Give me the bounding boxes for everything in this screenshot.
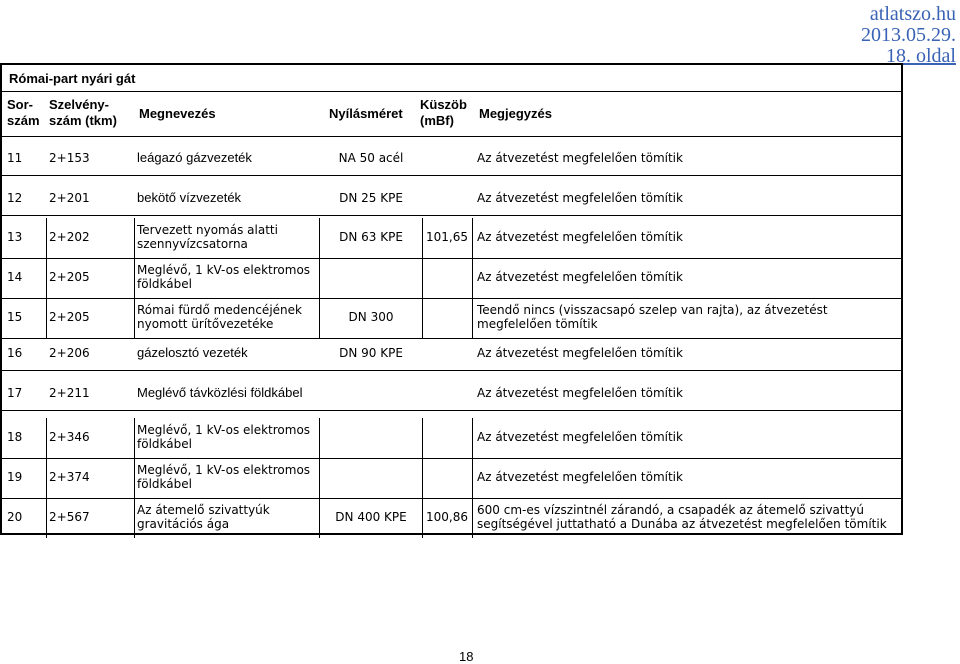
header-kuszob: Küszöb (mBf) [420, 97, 467, 128]
row-megjegyzes: Az átvezetést megfelelően tömítik [477, 386, 683, 400]
row-megnevezes: Meglévő távközlési földkábel [137, 385, 303, 400]
row-number: 13 [7, 230, 23, 244]
row-szelveny: 2+205 [49, 310, 90, 324]
row-divider [2, 410, 901, 411]
row-szelveny: 2+202 [49, 230, 90, 244]
row-nyilasmeret: DN 25 KPE [339, 191, 403, 205]
row-megnevezes: Római fürdő medencéjének nyomott ürítővezetéke [137, 303, 302, 331]
row-szelveny: 2+567 [49, 510, 90, 524]
row-megjegyzes: 600 cm-es vízszintnél zárandó, a csapadék az átemelő szivattyú segítségével juttatható a Dunába az átvezetést megfelelően tömítik [477, 503, 887, 531]
row-divider [2, 258, 901, 259]
row-number: 16 [7, 346, 23, 360]
row-megnevezes: Meglévő, 1 kV-os elektromos földkábel [137, 263, 311, 291]
row-nyilasmeret: DN 400 KPE [335, 510, 407, 524]
row-megjegyzes: Az átvezetést megfelelően tömítik [477, 270, 683, 284]
watermark [861, 4, 956, 67]
row-megnevezes: Meglévő, 1 kV-os elektromos földkábel [137, 463, 311, 491]
row-nyilasmeret: DN 90 KPE [339, 346, 403, 360]
column-rule [134, 218, 135, 338]
row-szelveny: 2+201 [49, 191, 90, 205]
row-number: 19 [7, 470, 23, 484]
column-rule [46, 418, 47, 538]
column-rule [319, 218, 320, 338]
row-megjegyzes: Teendő nincs (visszacsapó szelep van rajta), az átvezetést megfelelően tömítik [477, 303, 828, 331]
row-divider [2, 298, 901, 299]
row-megnevezes: bekötő vízvezeték [137, 190, 242, 205]
row-divider [2, 215, 901, 216]
row-number: 11 [7, 151, 23, 165]
row-divider [2, 498, 901, 499]
row-nyilasmeret: NA 50 acél [338, 151, 404, 165]
row-kuszob: 101,65 [426, 230, 468, 244]
row-szelveny: 2+206 [49, 346, 90, 360]
watermark-site: atlatszo.hu [869, 3, 956, 25]
row-number: 17 [7, 386, 23, 400]
page-number: 18 [459, 649, 474, 664]
row-number: 15 [7, 310, 23, 324]
header-megnevezes: Megnevezés [139, 106, 216, 121]
row-megnevezes: gázelosztó vezeték [137, 345, 248, 360]
column-rule [319, 418, 320, 538]
row-szelveny: 2+346 [49, 430, 90, 444]
table-title: Római-part nyári gát [9, 71, 136, 86]
row-szelveny: 2+211 [49, 386, 90, 400]
row-number: 20 [7, 510, 23, 524]
header-sorszam: Sor- szám [7, 97, 40, 128]
title-divider [2, 91, 901, 92]
row-divider [2, 458, 901, 459]
row-megjegyzes: Az átvezetést megfelelően tömítik [477, 346, 683, 360]
column-rule [422, 418, 423, 538]
row-divider [2, 338, 901, 339]
column-rule [134, 418, 135, 538]
row-divider [2, 175, 901, 176]
row-nyilasmeret: DN 63 KPE [339, 230, 403, 244]
row-megnevezes: Az átemelő szivattyúk gravitációs ága [137, 503, 270, 531]
row-megnevezes: Meglévő, 1 kV-os elektromos földkábel [137, 423, 311, 451]
row-megjegyzes: Az átvezetést megfelelően tömítik [477, 470, 683, 484]
watermark-date: 2013.05.29. [861, 24, 956, 46]
header-nyilasmeret: Nyílásméret [329, 106, 403, 121]
row-megjegyzes: Az átvezetést megfelelően tömítik [477, 191, 683, 205]
row-kuszob: 100,86 [426, 510, 468, 524]
row-number: 12 [7, 191, 23, 205]
row-szelveny: 2+374 [49, 470, 90, 484]
row-szelveny: 2+205 [49, 270, 90, 284]
row-nyilasmeret: DN 300 [348, 310, 394, 324]
column-rule [472, 218, 473, 338]
watermark-page-link[interactable]: 18. oldal [886, 45, 956, 67]
header-szelvenyszam: Szelvény- szám (tkm) [49, 97, 117, 128]
column-rule [422, 218, 423, 338]
row-number: 18 [7, 430, 23, 444]
column-rule [46, 218, 47, 338]
row-megjegyzes: Az átvezetést megfelelően tömítik [477, 151, 683, 165]
header-megjegyzes: Megjegyzés [479, 106, 552, 121]
column-rule [472, 418, 473, 538]
gate-crossings-table [0, 63, 903, 535]
header-divider [2, 136, 901, 137]
row-divider [2, 370, 901, 371]
row-megnevezes: leágazó gázvezeték [137, 150, 252, 165]
row-number: 14 [7, 270, 23, 284]
row-megjegyzes: Az átvezetést megfelelően tömítik [477, 230, 683, 244]
row-szelveny: 2+153 [49, 151, 90, 165]
row-megnevezes: Tervezett nyomás alatti szennyvízcsatorna [137, 223, 278, 251]
row-megjegyzes: Az átvezetést megfelelően tömítik [477, 430, 683, 444]
